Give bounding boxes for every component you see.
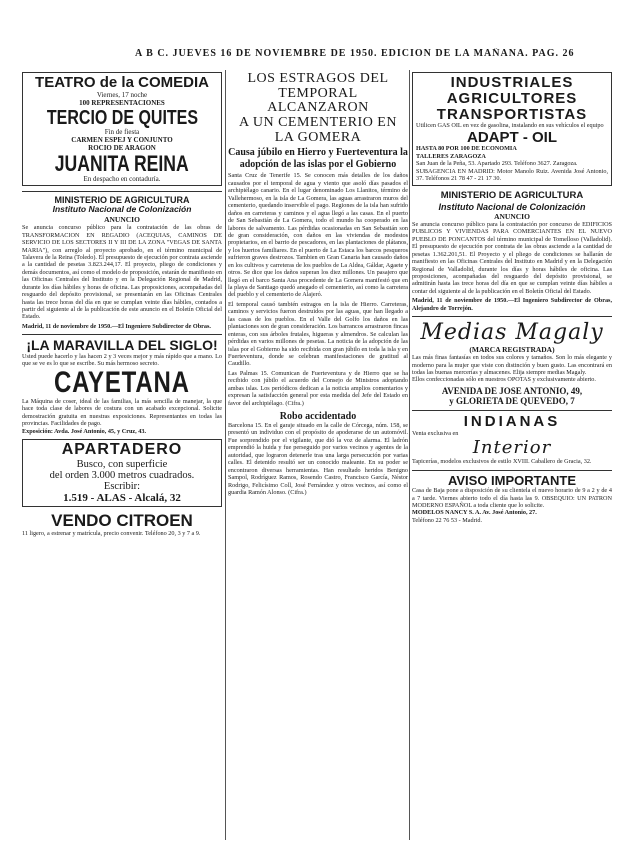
teatro-date: Viernes, 17 noche <box>96 90 148 99</box>
industriales-line3: TRANSPORTISTAS <box>436 105 588 123</box>
indianas-body: Tapicerías, modelos exclusivos de estilo XVIII. Caballero de Gracia, 32. <box>412 458 592 466</box>
medias-registered: (MARCA REGISTRADA) <box>469 345 555 355</box>
maravilla-address: Exposición: Avda. José Antonio, 45, y Cruz, 43. <box>22 427 146 435</box>
teatro-representaciones: 100 REPRESENTACIONES <box>79 99 165 108</box>
ministerio2-body: Se anuncia concurso público para la contratación por concurso de EDIFICIOS PUBLICOS Y VIVIENDAS PARA COMERCIANTES EN EL NUEVO PUEBLO DE PONCANTOS del término municipal de Tomelloso (Valladolid). El presupuesto de ejecución por contrata de las obras asciende a la cantidad de pesetas 1.362.201,51. El Proyecto y el pliego de condiciones se hallarán de manifiesto en las Oficinas Centrales del Instituto en Madrid y en la Delegación Regional de Valladolid, durante los días y horas hábiles de oficina. Las proposiciones, acompañadas del resguardo del depósito provisional, se admitirán hasta las trece horas del día en que se cumplan veinte días hábiles a contar del siguiente al de la publicación en el Boletín Oficial del Estado. <box>412 220 612 295</box>
ministerio1-title: MINISTERIO DE AGRICULTURA <box>54 195 190 206</box>
column-left <box>22 72 222 842</box>
teatro-star: JUANITA REINA <box>55 150 189 176</box>
maravilla-brand: CAYETANA <box>54 365 190 399</box>
teatro-conjunto: CARMEN ESPEJ Y CONJUNTO <box>71 135 173 144</box>
ministerio2-sign: Madrid, 11 de noviembre de 1950.—El Ingeniero Subdirector de Obras, Alejandro de Torrejón. <box>412 297 612 312</box>
industriales-ad <box>412 72 612 186</box>
estragos-subhead: Causa júbilo en Hierro y Fuerteventura la adopción de las islas por el Gobierno <box>228 147 408 170</box>
teatro-despacho: En despacho en contaduría. <box>83 174 161 183</box>
ministerio1-sign: Madrid, 11 de noviembre de 1950.—El Ingeniero Subdirector de Obras. <box>22 322 211 330</box>
apartadero-line1: Busco, con superficie <box>76 458 168 470</box>
column-divider <box>225 70 226 840</box>
industriales-line1: INDUSTRIALES <box>450 74 574 91</box>
aviso-body: Casa de Baja pone a disposición de su clientela el nuevo horario de 9 a 2 y de 4 a 7 tarde. Viernes abierto todo el día hasta las 9. OBSEQUIO: UN PATRON MODERNO ESPAÑOL a toda cliente que lo solicite. <box>412 487 612 510</box>
teatro-title: TEATRO de la COMEDIA <box>35 74 209 91</box>
column-center <box>228 72 408 842</box>
medias-brand-logo: Medias Magaly <box>420 320 604 346</box>
estragos-body2: El temporal causó también estragos en la isla de Hierro. Carreteras, caminos y servicios fueron destruidos por las aguas, que han llegado a las casas de los pueblos. En el Valle del Golfo los daños en las plantaciones son de gran consideración. Los barrancos arrastraron fincas enteras, con sus árboles frutales, higueras y almendros. Se calculan las pérdidas en varios millones de pesetas. La noticia de la adopción de las islas por el Gobierno ha sido recibida con gran júbilo en toda la isla y en Fuerteventura, donde se celebran manifestaciones de gratitud al Caudillo. <box>228 300 408 368</box>
vendo-body: 11 ligero, a estrenar y matrícula, precio convenir. Teléfono 20, 3 y 7 a 9. <box>22 529 201 537</box>
medias-line1: Ellos confeccionadas sólo en nuestros OPOTAS y exclusivamente abierto. <box>412 376 596 384</box>
medias-address1: AVENIDA DE JOSE ANTONIO, 49, <box>441 385 583 396</box>
apartadero-title: APARTADERO <box>61 441 183 459</box>
robo-body: Barcelona 15. En el garaje situado en la calle de Córcega, núm. 158, se presentó un individuo con el propósito de apoderarse de un automóvil. Fue sorprendido por el vigilante, que dió la voz de alarma. El ladrón emprendió la huida y fue perseguido por varios vecinos y agentes de la autoridad, que lograron detenerle tras una larga persecución por varias calles. El detenido resultó ser un conocido maleante. En su poder se encontraron diversas herramientas. Han resultado heridos Benigno Sampol, Rodríguez Ramos, Rosendo Castro, Francisco García, Néstor Rodrigo, Felicísimo Coll, José Fernández y otros vecinos, así como el guardia Ramón Alonso. (Cifra.) <box>228 422 408 496</box>
industriales-line6: TALLERES ZARAGOZA <box>416 152 486 160</box>
industriales-line8: SUBAGENCIA EN MADRID: Motor Manolo Ruiz. Avenida José Antonio, 37. Teléfonos 21 78 47 - 21 17 30. <box>416 167 608 183</box>
teatro-fin-fiesta: Fin de fiesta <box>104 127 140 136</box>
aviso-title: AVISO IMPORTANTE <box>447 472 577 488</box>
vendo-title: VENDO CITROEN <box>51 510 193 530</box>
apartadero-line2: del orden 3.000 metros cuadrados. <box>49 469 195 481</box>
maravilla-title: ¡LA MARAVILLA DEL SIGLO! <box>26 337 218 354</box>
teatro-show: TERCIO DE QUITES <box>46 106 198 129</box>
industriales-line5: HASTA 80 POR 100 DE ECONOMIA <box>416 145 517 153</box>
ministerio2-subtitle: Instituto Nacional de Colonización <box>438 201 586 212</box>
indianas-title: INDIANAS <box>463 412 561 430</box>
indianas-brand-logo: Interior <box>472 437 552 459</box>
maravilla-intro: Usted puede hacerlo y las hacen 2 y 3 veces mejor y más rápido que a mano. Lo que se ve es lo que se escribe. Su más hermoso secreto. <box>22 353 222 368</box>
ministerio1-anuncio: ANUNCIO <box>104 215 140 225</box>
ministerio2-anuncio: ANUNCIO <box>494 211 530 221</box>
robo-title: Robo accidentado <box>279 411 357 422</box>
indianas-line1: Venta exclusiva en <box>412 429 459 437</box>
page-header: A B C. JUEVES 16 DE NOVIEMBRE DE 1950. EDICION DE LA MAÑANA. PAG. 26 <box>135 48 575 59</box>
teatro-rocio: ROCIO DE ARAGON <box>88 144 156 153</box>
ministerio2-title: MINISTERIO DE AGRICULTURA <box>440 189 584 201</box>
industriales-line2: AGRICULTORES <box>446 89 578 107</box>
apartadero-line4: 1.519 - ALAS - Alcalá, 32 <box>63 491 181 504</box>
industriales-line4: Utilicen GAS OIL en vez de gasolina, instalando en sus vehículos el equipo <box>416 122 604 130</box>
estragos-head3: LA GOMERA <box>274 129 362 145</box>
estragos-head2: A UN CEMENTERIO EN <box>239 115 397 131</box>
apartadero-ad <box>22 439 222 507</box>
ministerio1-subtitle: Instituto Nacional de Colonización <box>52 204 192 215</box>
medias-address2: y GLORIETA DE QUEVEDO, 7 <box>449 395 575 406</box>
medias-body: Las más finas fantasías en todos sus colores y tamaños. Son lo más elegante y moderno para la mujer que viste con distinción y buen gusto. Las encontrará en todas las buenas mercerías y almacenes. Elija siempre medias Magaly. <box>412 354 612 377</box>
column-right <box>412 72 612 842</box>
apartadero-line3: Escribir: <box>103 480 141 492</box>
industriales-line7: San Juan de la Peña, 53. Apartado 293. Teléfono 3627. Zaragoza. <box>416 160 578 168</box>
estragos-body3: Las Palmas 15. Comunican de Fuerteventura y de Hierro que se ha recibido con júbilo el acuerdo del Consejo de Ministros adoptando ambas islas. Los periódicos dedican a la noticia amplios comentarios y expresan la satisfacción general por esta medida del Jefe del Estado en favor del archipiélago. (Cifra.) <box>228 369 408 407</box>
aviso-line1: MODELOS NANCY S. A. Av. José Antonio, 27. <box>412 509 537 517</box>
estragos-head1: LOS ESTRAGOS DEL TEMPORAL ALCANZARON <box>247 72 389 116</box>
industriales-brand: ADAPT - OIL <box>467 128 557 146</box>
aviso-line2: Teléfono 22 76 53 - Madrid. <box>412 516 483 524</box>
teatro-ad <box>22 72 222 186</box>
column-divider <box>409 70 410 840</box>
estragos-body: Santa Cruz de Tenerife 15. Se conocen más detalles de los daños causados por el temporal de agua y viento que asoló días pasados el archipiélago canario. En el lugar denominado Los Llanitos, término de Vallehermoso, en la isla de La Gomera, las aguas arrastraron muros del cementerio, quedando inservible el pago. Regiones de la isla han sufrido daños en carreteras y caminos y el agua llegó a las casas. En el puerto de San Sebastián de La Gomera, todo el mundo ha cooperado en las labores de salvamento. Las pérdidas ocasionadas en San Sebastián son de gran consideración, con daños en las viviendas de modestos propietarios, en el barrio de pescadores, en las plantaciones de plátanos, y los huertos familiares. En el puerto de La Estaca los barcos pesqueros sufrieron graves destrozos. Tambien en Gran Canaria han causado daños en los cultivos y carreteras de los pueblos de La Aldea, Gáldar, Agaete y otros. Se dice que los daños superan los diez millones. Un pasajero que llegó en el barco Santa Ana procedente de La Gomera manifestó que en la playa de Santiago quedó anegado el cementerio, así como la carretera del pueblo y el cementerio de Alajeró. <box>228 172 408 299</box>
ministerio1-body: Se anuncia concurso público para la contratación de las obras de TRANSFORMACION EN REGADIO (ACEQUIAS, CAMINOS DE SERVICIO DE LOS SECTORES II Y III DE LA ZONA "VEGAS DE SANTA MARIA"), con arreglo al proyecto aprobado, en el término municipal de Talavera de la Reina (Toledo). El presupuesto de ejecución por contrata asciende a la cantidad de pesetas 3.823.244,17. El proyecto, pliego de condiciones y demás documentos, así como el modelo de proposición, estarán de manifiesto en las Oficinas Centrales del Instituto y en la Delegación Regional de Madrid, durante los días hábiles y horas de oficina. Las proposiciones, acompañadas del resguardo del depósito provisional, se presentarán en las Oficinas Centrales hasta las trece horas del día en que se cumplan veinte días hábiles, contados a partir del siguiente al de la publicación de este anuncio en el Boletín Oficial del Estado. <box>22 224 222 321</box>
maravilla-body: La Máquina de coser, ideal de las familias, la más sencilla de manejar, la que hace toda clase de labores de costura con un acabado excepcional. Solicite demostración gratuita en nuestras exposiciones. Representantes en todas las provincias. Facilidades de pago. <box>22 397 222 428</box>
